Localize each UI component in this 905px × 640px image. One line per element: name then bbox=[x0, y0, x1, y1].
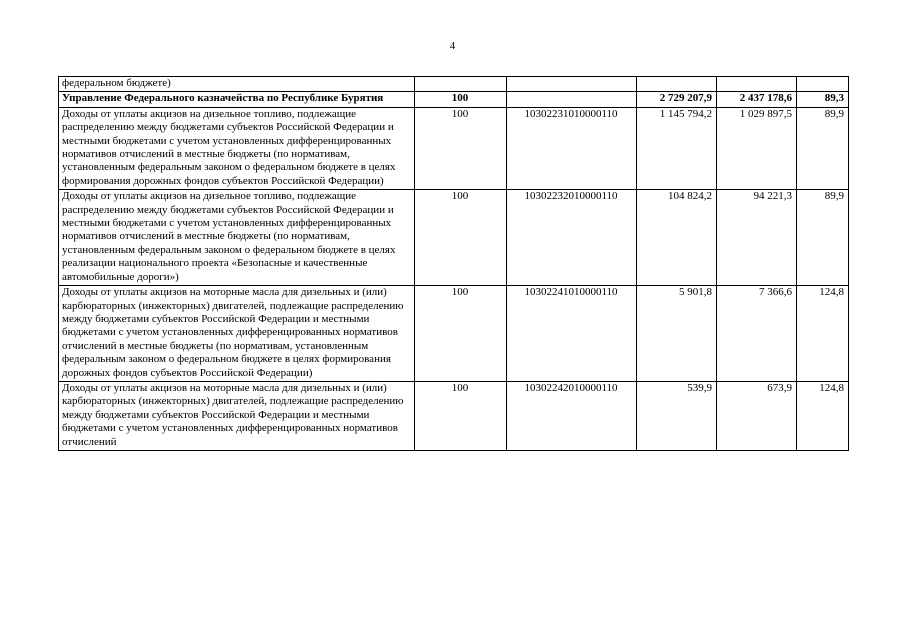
page-number: 4 bbox=[449, 40, 456, 52]
actual-amount-cell: 673,9 bbox=[717, 381, 797, 450]
revenue-code-cell: 10302242010000110 bbox=[507, 381, 637, 450]
actual-amount-cell: 7 366,6 bbox=[717, 286, 797, 382]
admin-code-cell: 100 bbox=[415, 92, 507, 107]
revenue-code-cell bbox=[507, 77, 637, 92]
execution-percent-cell: 89,9 bbox=[797, 107, 849, 189]
actual-amount-cell bbox=[717, 77, 797, 92]
execution-percent-cell: 124,8 bbox=[797, 381, 849, 450]
table-row bbox=[59, 381, 849, 450]
execution-percent-cell: 124,8 bbox=[797, 286, 849, 382]
revenue-name-cell: Доходы от уплаты акцизов на дизельное топливо, подлежащие распределению между бюджетами субъектов Российской Федерации и местными бюджетами с учетом установленных дифференцированных нормативов отчислений в местные бюджеты (по нормативам, установленным федеральным законом о федеральном бюджете в целях формирования дорожных фондов субъектов Российской Федерации) bbox=[59, 107, 415, 189]
revenue-name-cell: Управление Федерального казначейства по Республике Бурятия bbox=[59, 92, 415, 107]
revenue-code-cell: 10302241010000110 bbox=[507, 286, 637, 382]
actual-amount-cell: 1 029 897,5 bbox=[717, 107, 797, 189]
table-row bbox=[59, 286, 849, 382]
revenue-code-cell: 10302231010000110 bbox=[507, 107, 637, 189]
revenue-code-cell: 10302232010000110 bbox=[507, 190, 637, 286]
table-row bbox=[59, 92, 849, 107]
planned-amount-cell: 5 901,8 bbox=[637, 286, 717, 382]
revenue-name-cell: Доходы от уплаты акцизов на моторные масла для дизельных и (или) карбюраторных (инжекторных) двигателей, подлежащие распределению между бюджетами субъектов Российской Федерации и местными бюджетами с учетом установленных дифференцированных нормативов отчислений bbox=[59, 381, 415, 450]
execution-percent-cell: 89,9 bbox=[797, 190, 849, 286]
table-row bbox=[59, 107, 849, 189]
execution-percent-cell bbox=[797, 77, 849, 92]
admin-code-cell: 100 bbox=[415, 381, 507, 450]
admin-code-cell: 100 bbox=[415, 107, 507, 189]
table-row bbox=[59, 77, 849, 92]
table-row bbox=[59, 190, 849, 286]
planned-amount-cell: 2 729 207,9 bbox=[637, 92, 717, 107]
actual-amount-cell: 2 437 178,6 bbox=[717, 92, 797, 107]
revenue-code-cell bbox=[507, 92, 637, 107]
admin-code-cell: 100 bbox=[415, 286, 507, 382]
planned-amount-cell: 539,9 bbox=[637, 381, 717, 450]
execution-percent-cell: 89,3 bbox=[797, 92, 849, 107]
planned-amount-cell: 104 824,2 bbox=[637, 190, 717, 286]
planned-amount-cell: 1 145 794,2 bbox=[637, 107, 717, 189]
admin-code-cell: 100 bbox=[415, 190, 507, 286]
revenue-name-cell: федеральном бюджете) bbox=[59, 77, 415, 92]
revenue-name-cell: Доходы от уплаты акцизов на моторные масла для дизельных и (или) карбюраторных (инжекторных) двигателей, подлежащие распределению между бюджетами субъектов Российской Федерации и местными бюджетами с учетом установленных дифференцированных нормативов отчислений в местные бюджеты (по нормативам, установленным федеральным законом о федеральном бюджете в целях формирования дорожных фондов субъектов Российской Федерации) bbox=[59, 286, 415, 382]
revenue-table bbox=[58, 76, 849, 451]
actual-amount-cell: 94 221,3 bbox=[717, 190, 797, 286]
revenue-table-body bbox=[59, 77, 849, 451]
admin-code-cell bbox=[415, 77, 507, 92]
revenue-name-cell: Доходы от уплаты акцизов на дизельное топливо, подлежащие распределению между бюджетами субъектов Российской Федерации и местными бюджетами с учетом установленных дифференцированных нормативов отчислений в местные бюджеты (по нормативам, установленным федеральным законом о федеральном бюджете в целях реализации национального проекта «Безопасные и качественные автомобильные дороги») bbox=[59, 190, 415, 286]
planned-amount-cell bbox=[637, 77, 717, 92]
